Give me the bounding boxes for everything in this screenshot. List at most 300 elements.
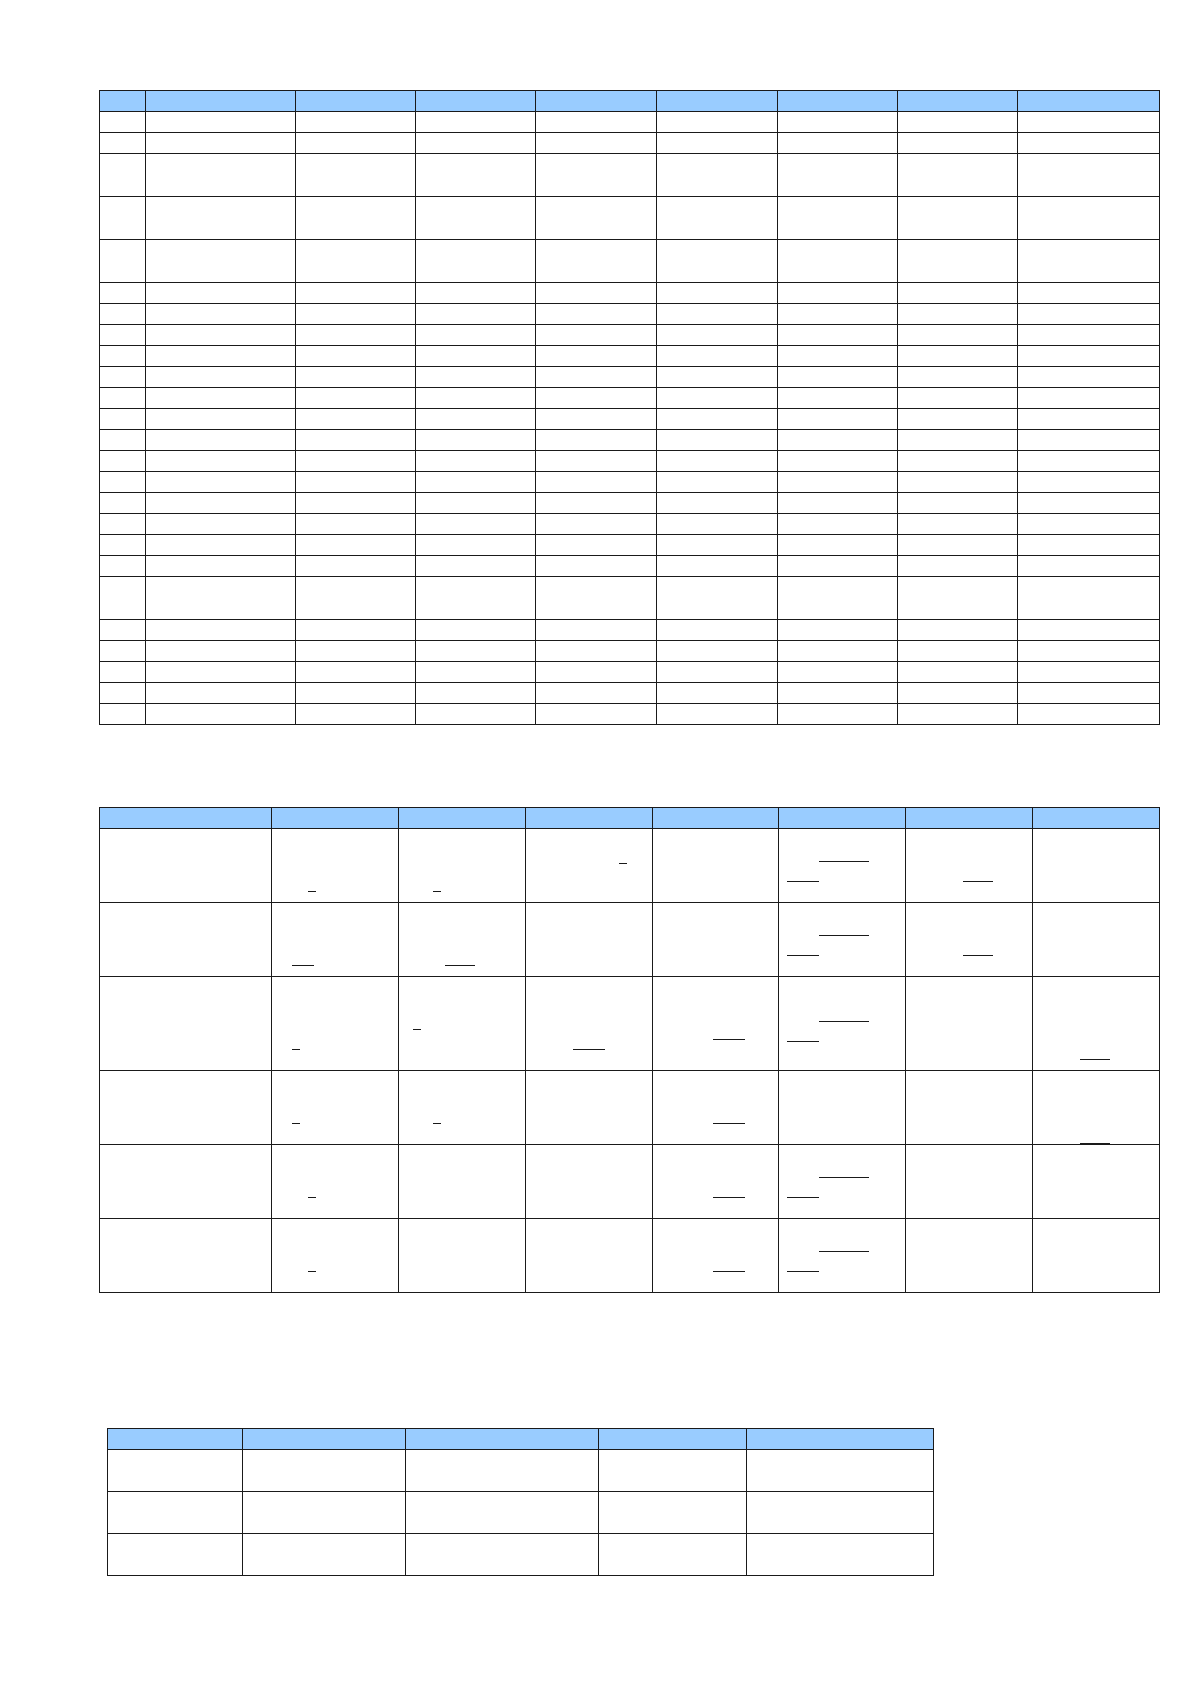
- table-row: [108, 1534, 934, 1576]
- table-cell: [1018, 388, 1160, 409]
- table-cell: [100, 112, 146, 133]
- table-cell: [657, 472, 778, 493]
- table-cell: [747, 1492, 934, 1534]
- table-cell: [1018, 514, 1160, 535]
- table-cell: [1033, 903, 1160, 977]
- table-cell: [778, 197, 898, 240]
- table-cell: [296, 662, 416, 683]
- table-cell: [657, 304, 778, 325]
- table-cell: [416, 641, 536, 662]
- table-cell: [1018, 325, 1160, 346]
- fraction-bar: [619, 863, 627, 864]
- table-cell: [146, 620, 296, 641]
- table-cell: [296, 154, 416, 197]
- table-cell: [1018, 197, 1160, 240]
- table-cell: [657, 112, 778, 133]
- table-cell: [399, 1219, 526, 1293]
- table-cell: [657, 514, 778, 535]
- table-row: [100, 977, 1160, 1071]
- table-cell: [416, 367, 536, 388]
- table-cell: [1018, 683, 1160, 704]
- table-cell: [146, 388, 296, 409]
- table-row: [100, 430, 1160, 451]
- fraction-bar: [413, 1029, 421, 1030]
- table-cell: [100, 620, 146, 641]
- table-cell: [1018, 704, 1160, 725]
- fraction-bar: [819, 861, 869, 862]
- table-row: [108, 1492, 934, 1534]
- fraction-bar: [713, 1271, 745, 1272]
- table-cell: [416, 325, 536, 346]
- table-cell: [536, 430, 657, 451]
- table-cell: [1018, 556, 1160, 577]
- table-cell: [657, 683, 778, 704]
- table-cell: [296, 133, 416, 154]
- table-row: [100, 409, 1160, 430]
- table-cell: [416, 577, 536, 620]
- table-cell: [100, 197, 146, 240]
- table-cell: [906, 1145, 1033, 1219]
- table-cell: [100, 1219, 272, 1293]
- table-cell: [778, 325, 898, 346]
- table-cell: [146, 112, 296, 133]
- table-cell: [599, 1534, 747, 1576]
- table-cell: [778, 472, 898, 493]
- table-cell: [657, 197, 778, 240]
- table-cell: [599, 1492, 747, 1534]
- table-1-header-cell: [416, 91, 536, 112]
- table-cell: [100, 704, 146, 725]
- table-cell: [657, 430, 778, 451]
- table-cell: [536, 283, 657, 304]
- table-cell: [898, 133, 1018, 154]
- table-cell: [906, 1071, 1033, 1145]
- table-cell: [898, 197, 1018, 240]
- table-cell: [778, 346, 898, 367]
- table-cell: [243, 1492, 406, 1534]
- table-cell: [898, 556, 1018, 577]
- table-cell: [536, 641, 657, 662]
- table-cell: [100, 240, 146, 283]
- table-cell: [296, 641, 416, 662]
- table-cell: [778, 367, 898, 388]
- fraction-bar: [787, 881, 819, 882]
- fraction-bar: [819, 1251, 869, 1252]
- fraction-bar: [445, 965, 475, 966]
- fraction-bar: [308, 891, 316, 892]
- table-cell: [416, 430, 536, 451]
- table-cell: [100, 556, 146, 577]
- table-row: [100, 577, 1160, 620]
- table-3: [107, 1428, 934, 1576]
- table-cell: [657, 704, 778, 725]
- table-cell: [536, 154, 657, 197]
- fraction-bar: [433, 1123, 441, 1124]
- table-3-header-cell: [243, 1429, 406, 1450]
- table-cell: [146, 367, 296, 388]
- table-cell: [416, 346, 536, 367]
- table-row: [100, 493, 1160, 514]
- table-cell: [100, 367, 146, 388]
- table-cell: [296, 346, 416, 367]
- table-cell: [778, 620, 898, 641]
- table-cell: [399, 903, 526, 977]
- table-cell: [146, 304, 296, 325]
- table-cell: [146, 197, 296, 240]
- table-cell: [653, 977, 779, 1071]
- table-cell: [296, 304, 416, 325]
- table-cell: [100, 325, 146, 346]
- fraction-bar: [308, 1197, 316, 1198]
- table-cell: [778, 704, 898, 725]
- table-cell: [1018, 493, 1160, 514]
- table-cell: [100, 304, 146, 325]
- table-cell: [399, 829, 526, 903]
- table-cell: [657, 556, 778, 577]
- table-cell: [536, 451, 657, 472]
- table-cell: [416, 133, 536, 154]
- table-cell: [100, 409, 146, 430]
- fraction-bar: [819, 1021, 869, 1022]
- table-cell: [296, 112, 416, 133]
- table-row: [100, 133, 1160, 154]
- table-cell: [657, 133, 778, 154]
- table-cell: [146, 683, 296, 704]
- table-cell: [898, 620, 1018, 641]
- fraction-bar: [819, 935, 869, 936]
- table-cell: [657, 367, 778, 388]
- table-cell: [100, 133, 146, 154]
- table-cell: [779, 1145, 906, 1219]
- table-cell: [296, 577, 416, 620]
- table-3-header-cell: [406, 1429, 599, 1450]
- table-cell: [657, 493, 778, 514]
- table-row: [100, 197, 1160, 240]
- table-cell: [779, 977, 906, 1071]
- fraction-bar: [963, 955, 993, 956]
- table-cell: [536, 577, 657, 620]
- table-cell: [906, 903, 1033, 977]
- fraction-bar: [713, 1039, 745, 1040]
- table-cell: [536, 367, 657, 388]
- table-cell: [778, 304, 898, 325]
- table-cell: [1018, 283, 1160, 304]
- table-3-header-cell: [747, 1429, 934, 1450]
- table-row: [100, 683, 1160, 704]
- table-cell: [146, 154, 296, 197]
- table-row: [108, 1450, 934, 1492]
- table-row: [100, 620, 1160, 641]
- table-row: [100, 112, 1160, 133]
- table-cell: [146, 346, 296, 367]
- table-cell: [100, 829, 272, 903]
- table-cell: [100, 388, 146, 409]
- table-cell: [536, 683, 657, 704]
- table-cell: [1033, 977, 1160, 1071]
- table-cell: [779, 903, 906, 977]
- table-1-header-row: [100, 91, 1160, 112]
- table-cell: [146, 535, 296, 556]
- table-cell: [653, 1145, 779, 1219]
- table-cell: [416, 283, 536, 304]
- table-cell: [778, 154, 898, 197]
- fraction-bar: [819, 1177, 869, 1178]
- table-row: [100, 154, 1160, 197]
- table-row: [100, 325, 1160, 346]
- table-cell: [146, 472, 296, 493]
- table-cell: [1018, 346, 1160, 367]
- table-cell: [1018, 154, 1160, 197]
- table-cell: [272, 1219, 399, 1293]
- table-2-header-cell: [1033, 808, 1160, 829]
- table-cell: [416, 388, 536, 409]
- table-cell: [536, 493, 657, 514]
- table-cell: [536, 556, 657, 577]
- table-cell: [778, 133, 898, 154]
- table-cell: [1018, 367, 1160, 388]
- table-cell: [100, 577, 146, 620]
- table-cell: [399, 977, 526, 1071]
- table-3-header-row: [108, 1429, 934, 1450]
- table-cell: [1018, 240, 1160, 283]
- table-cell: [296, 409, 416, 430]
- table-cell: [779, 1071, 906, 1145]
- table-cell: [1033, 829, 1160, 903]
- table-cell: [898, 112, 1018, 133]
- table-2-header-cell: [906, 808, 1033, 829]
- table-cell: [1033, 1219, 1160, 1293]
- table-row: [100, 367, 1160, 388]
- table-2-header-cell: [399, 808, 526, 829]
- table-cell: [906, 977, 1033, 1071]
- table-cell: [526, 977, 653, 1071]
- table-cell: [100, 472, 146, 493]
- table-cell: [898, 283, 1018, 304]
- table-2-header-cell: [272, 808, 399, 829]
- table-cell: [526, 829, 653, 903]
- table-cell: [898, 388, 1018, 409]
- table-cell: [100, 430, 146, 451]
- table-cell: [146, 283, 296, 304]
- fraction-bar: [787, 1041, 819, 1042]
- table-cell: [536, 197, 657, 240]
- fraction-bar: [292, 965, 314, 966]
- table-cell: [778, 641, 898, 662]
- table-cell: [906, 829, 1033, 903]
- table-cell: [898, 409, 1018, 430]
- table-cell: [272, 1145, 399, 1219]
- table-cell: [296, 535, 416, 556]
- table-cell: [898, 662, 1018, 683]
- table-cell: [778, 430, 898, 451]
- table-1-header-cell: [657, 91, 778, 112]
- table-cell: [778, 388, 898, 409]
- table-cell: [146, 514, 296, 535]
- table-cell: [778, 683, 898, 704]
- table-cell: [599, 1450, 747, 1492]
- table-1: [99, 90, 1160, 725]
- fraction-bar: [292, 1123, 300, 1124]
- table-cell: [416, 112, 536, 133]
- table-2-header-cell: [526, 808, 653, 829]
- table-cell: [416, 409, 536, 430]
- table-cell: [898, 704, 1018, 725]
- table-cell: [146, 409, 296, 430]
- table-cell: [296, 493, 416, 514]
- table-cell: [108, 1492, 243, 1534]
- table-row: [100, 662, 1160, 683]
- table-cell: [416, 556, 536, 577]
- table-cell: [898, 451, 1018, 472]
- table-row: [100, 556, 1160, 577]
- table-row: [100, 1219, 1160, 1293]
- table-cell: [536, 133, 657, 154]
- table-row: [100, 535, 1160, 556]
- table-row: [100, 283, 1160, 304]
- fraction-bar: [787, 955, 819, 956]
- table-cell: [272, 829, 399, 903]
- table-cell: [100, 1071, 272, 1145]
- table-cell: [898, 493, 1018, 514]
- table-1-header-cell: [898, 91, 1018, 112]
- table-2-header-cell: [653, 808, 779, 829]
- table-cell: [416, 662, 536, 683]
- table-cell: [1018, 662, 1160, 683]
- table-cell: [296, 704, 416, 725]
- table-3-body: [108, 1450, 934, 1576]
- fraction-bar: [292, 1049, 300, 1050]
- table-cell: [296, 240, 416, 283]
- table-cell: [536, 472, 657, 493]
- table-row: [100, 346, 1160, 367]
- table-cell: [100, 683, 146, 704]
- table-cell: [657, 451, 778, 472]
- table-2-header-cell: [779, 808, 906, 829]
- fraction-bar: [573, 1049, 605, 1050]
- table-cell: [296, 325, 416, 346]
- table-cell: [296, 514, 416, 535]
- table-cell: [296, 451, 416, 472]
- table-cell: [653, 903, 779, 977]
- table-cell: [416, 514, 536, 535]
- table-cell: [416, 704, 536, 725]
- table-cell: [657, 409, 778, 430]
- table-cell: [100, 493, 146, 514]
- table-cell: [778, 240, 898, 283]
- table-cell: [146, 493, 296, 514]
- table-cell: [536, 704, 657, 725]
- table-cell: [536, 325, 657, 346]
- table-cell: [416, 620, 536, 641]
- table-row: [100, 829, 1160, 903]
- table-cell: [778, 451, 898, 472]
- table-cell: [1018, 577, 1160, 620]
- table-cell: [657, 325, 778, 346]
- table-cell: [416, 472, 536, 493]
- table-cell: [657, 641, 778, 662]
- table-cell: [657, 154, 778, 197]
- table-cell: [296, 472, 416, 493]
- table-3-header-cell: [599, 1429, 747, 1450]
- table-row: [100, 1145, 1160, 1219]
- table-1-header-cell: [296, 91, 416, 112]
- table-cell: [146, 133, 296, 154]
- table-cell: [272, 1071, 399, 1145]
- table-cell: [100, 1145, 272, 1219]
- table-cell: [536, 240, 657, 283]
- fraction-bar: [787, 1271, 819, 1272]
- table-cell: [100, 346, 146, 367]
- table-cell: [1018, 112, 1160, 133]
- table-cell: [1018, 451, 1160, 472]
- table-cell: [100, 535, 146, 556]
- table-cell: [1018, 133, 1160, 154]
- table-cell: [653, 829, 779, 903]
- table-cell: [898, 641, 1018, 662]
- table-2-body: [100, 829, 1160, 1293]
- fraction-bar: [1080, 1059, 1110, 1060]
- table-cell: [296, 367, 416, 388]
- table-2-header-cell: [100, 808, 272, 829]
- table-cell: [296, 620, 416, 641]
- table-cell: [100, 662, 146, 683]
- table-row: [100, 641, 1160, 662]
- table-cell: [100, 154, 146, 197]
- fraction-bar: [787, 1197, 819, 1198]
- table-cell: [657, 388, 778, 409]
- table-cell: [536, 662, 657, 683]
- table-cell: [416, 304, 536, 325]
- table-cell: [898, 430, 1018, 451]
- table-cell: [898, 514, 1018, 535]
- table-cell: [146, 577, 296, 620]
- table-cell: [108, 1534, 243, 1576]
- table-cell: [1018, 409, 1160, 430]
- table-cell: [778, 283, 898, 304]
- table-cell: [406, 1492, 599, 1534]
- table-row: [100, 704, 1160, 725]
- table-cell: [657, 535, 778, 556]
- fraction-bar: [713, 1197, 745, 1198]
- table-1-header-cell: [100, 91, 146, 112]
- table-cell: [898, 472, 1018, 493]
- table-cell: [526, 1145, 653, 1219]
- table-cell: [526, 1219, 653, 1293]
- table-cell: [146, 451, 296, 472]
- table-cell: [1018, 430, 1160, 451]
- table-cell: [898, 325, 1018, 346]
- table-cell: [778, 493, 898, 514]
- table-cell: [1018, 620, 1160, 641]
- table-cell: [146, 662, 296, 683]
- table-cell: [657, 577, 778, 620]
- table-cell: [778, 662, 898, 683]
- table-cell: [243, 1534, 406, 1576]
- table-cell: [747, 1450, 934, 1492]
- table-cell: [778, 514, 898, 535]
- table-cell: [536, 620, 657, 641]
- table-cell: [416, 451, 536, 472]
- table-cell: [272, 977, 399, 1071]
- table-row: [100, 514, 1160, 535]
- table-cell: [906, 1219, 1033, 1293]
- table-cell: [1018, 304, 1160, 325]
- table-2-header-row: [100, 808, 1160, 829]
- table-row: [100, 240, 1160, 283]
- table-cell: [657, 240, 778, 283]
- table-cell: [146, 556, 296, 577]
- table-cell: [1018, 472, 1160, 493]
